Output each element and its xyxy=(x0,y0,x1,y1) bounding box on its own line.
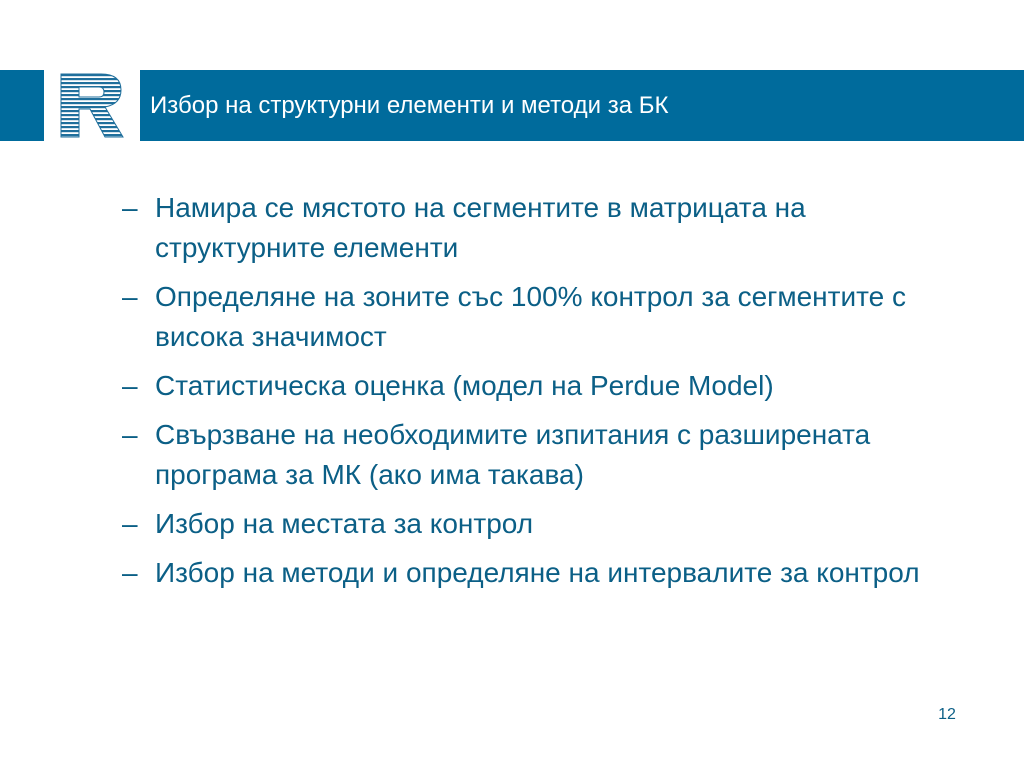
bullet-marker: – xyxy=(122,281,138,312)
striped-letter-r-logo-icon xyxy=(49,70,135,141)
page-number: 12 xyxy=(938,706,956,723)
bullet-marker: – xyxy=(122,370,138,401)
bullet-text: Намира се мястото на сегментите в матрицата на структурните елементи xyxy=(155,192,806,263)
bullet-marker: – xyxy=(122,419,138,450)
bullet-item xyxy=(122,188,972,268)
logo xyxy=(49,70,135,141)
bullet-text: Избор на местата за контрол xyxy=(155,508,534,539)
header-band-left xyxy=(0,70,44,141)
bullet-item xyxy=(122,415,972,495)
bullet-list xyxy=(122,188,972,602)
bullet-item xyxy=(122,504,972,544)
bullet-text: Статистическа оценка (модел на Perdue Model) xyxy=(155,370,774,401)
bullet-text: Свързване на необходимите изпитания с разширената програма за МК (ако има такава) xyxy=(155,419,871,490)
bullet-marker: – xyxy=(122,192,138,223)
bullet-item xyxy=(122,277,972,357)
bullet-item xyxy=(122,553,972,593)
bullet-item xyxy=(122,366,972,406)
bullet-marker: – xyxy=(122,557,138,588)
bullet-marker: – xyxy=(122,508,138,539)
bullet-text: Избор на методи и определяне на интервалите за контрол xyxy=(155,557,920,588)
bullet-text: Определяне на зоните със 100% контрол за сегментите с висока значимост xyxy=(155,281,906,352)
slide-title: Избор на структурни елементи и методи за БК xyxy=(150,92,669,119)
